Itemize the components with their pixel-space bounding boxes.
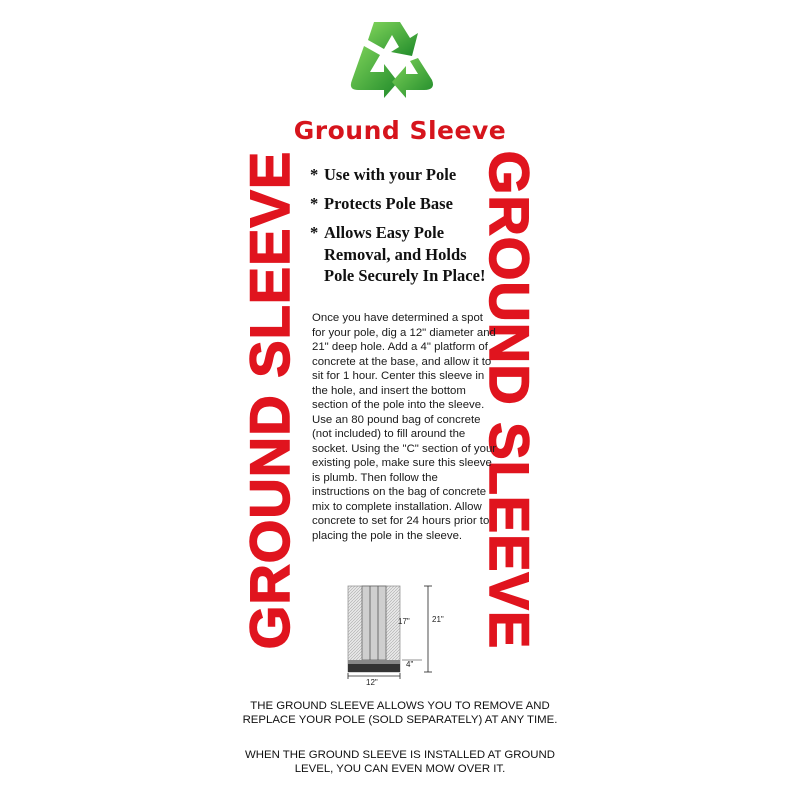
feature-item (310, 164, 500, 186)
feature-item (310, 193, 500, 215)
footer-note-mowing: WHEN THE GROUND SLEEVE IS INSTALLED AT GROUND LEVEL, YOU CAN EVEN MOW OVER IT. (245, 749, 555, 775)
footer-note-removal: THE GROUND SLEEVE ALLOWS YOU TO REMOVE AND REPLACE YOUR POLE (SOLD SEPARATELY) AT ANY TIME. (242, 700, 558, 726)
page-title: Ground Sleeve (293, 116, 507, 145)
sleeve-body (362, 586, 386, 660)
hole-depth-label: 21" (432, 615, 444, 624)
feature-text: Use with your Pole (324, 165, 457, 184)
side-label-right: GROUND SLEEVE (478, 150, 541, 650)
installation-instructions: Once you have determined a spot for your pole, dig a 12" diameter and 21" deep hole. Add a 4" platform of concrete at the base, and allow it to sit for 1 hour. Center this sleeve in the hole, and insert the bottom section of the pole into the sleeve. Use an 80 pound bag of concrete (not included) to fill around the socket. Using the "C" section of your existing pole, make sure this sleeve is plumb. Then follow the instructions on the bag of concrete mix to complete installation. Allow concrete to set for 24 hours prior to placing the pole in the sleeve. (312, 312, 497, 542)
side-label-left: GROUND SLEEVE (238, 150, 301, 650)
bullet-star: * (310, 223, 319, 242)
feature-item (310, 222, 500, 287)
feature-list (310, 164, 500, 294)
feature-text: Allows Easy Pole Removal, and Holds Pole Securely In Place! (324, 223, 486, 285)
bullet-star: * (310, 165, 319, 184)
sleeve-depth-label: 17" (398, 617, 410, 626)
installation-diagram (332, 582, 452, 687)
hole-width-label: 12" (366, 678, 378, 687)
recycle-icon (344, 14, 440, 106)
feature-text: Protects Pole Base (324, 194, 453, 213)
bullet-star: * (310, 194, 319, 213)
base-depth-label: 4" (406, 660, 414, 669)
